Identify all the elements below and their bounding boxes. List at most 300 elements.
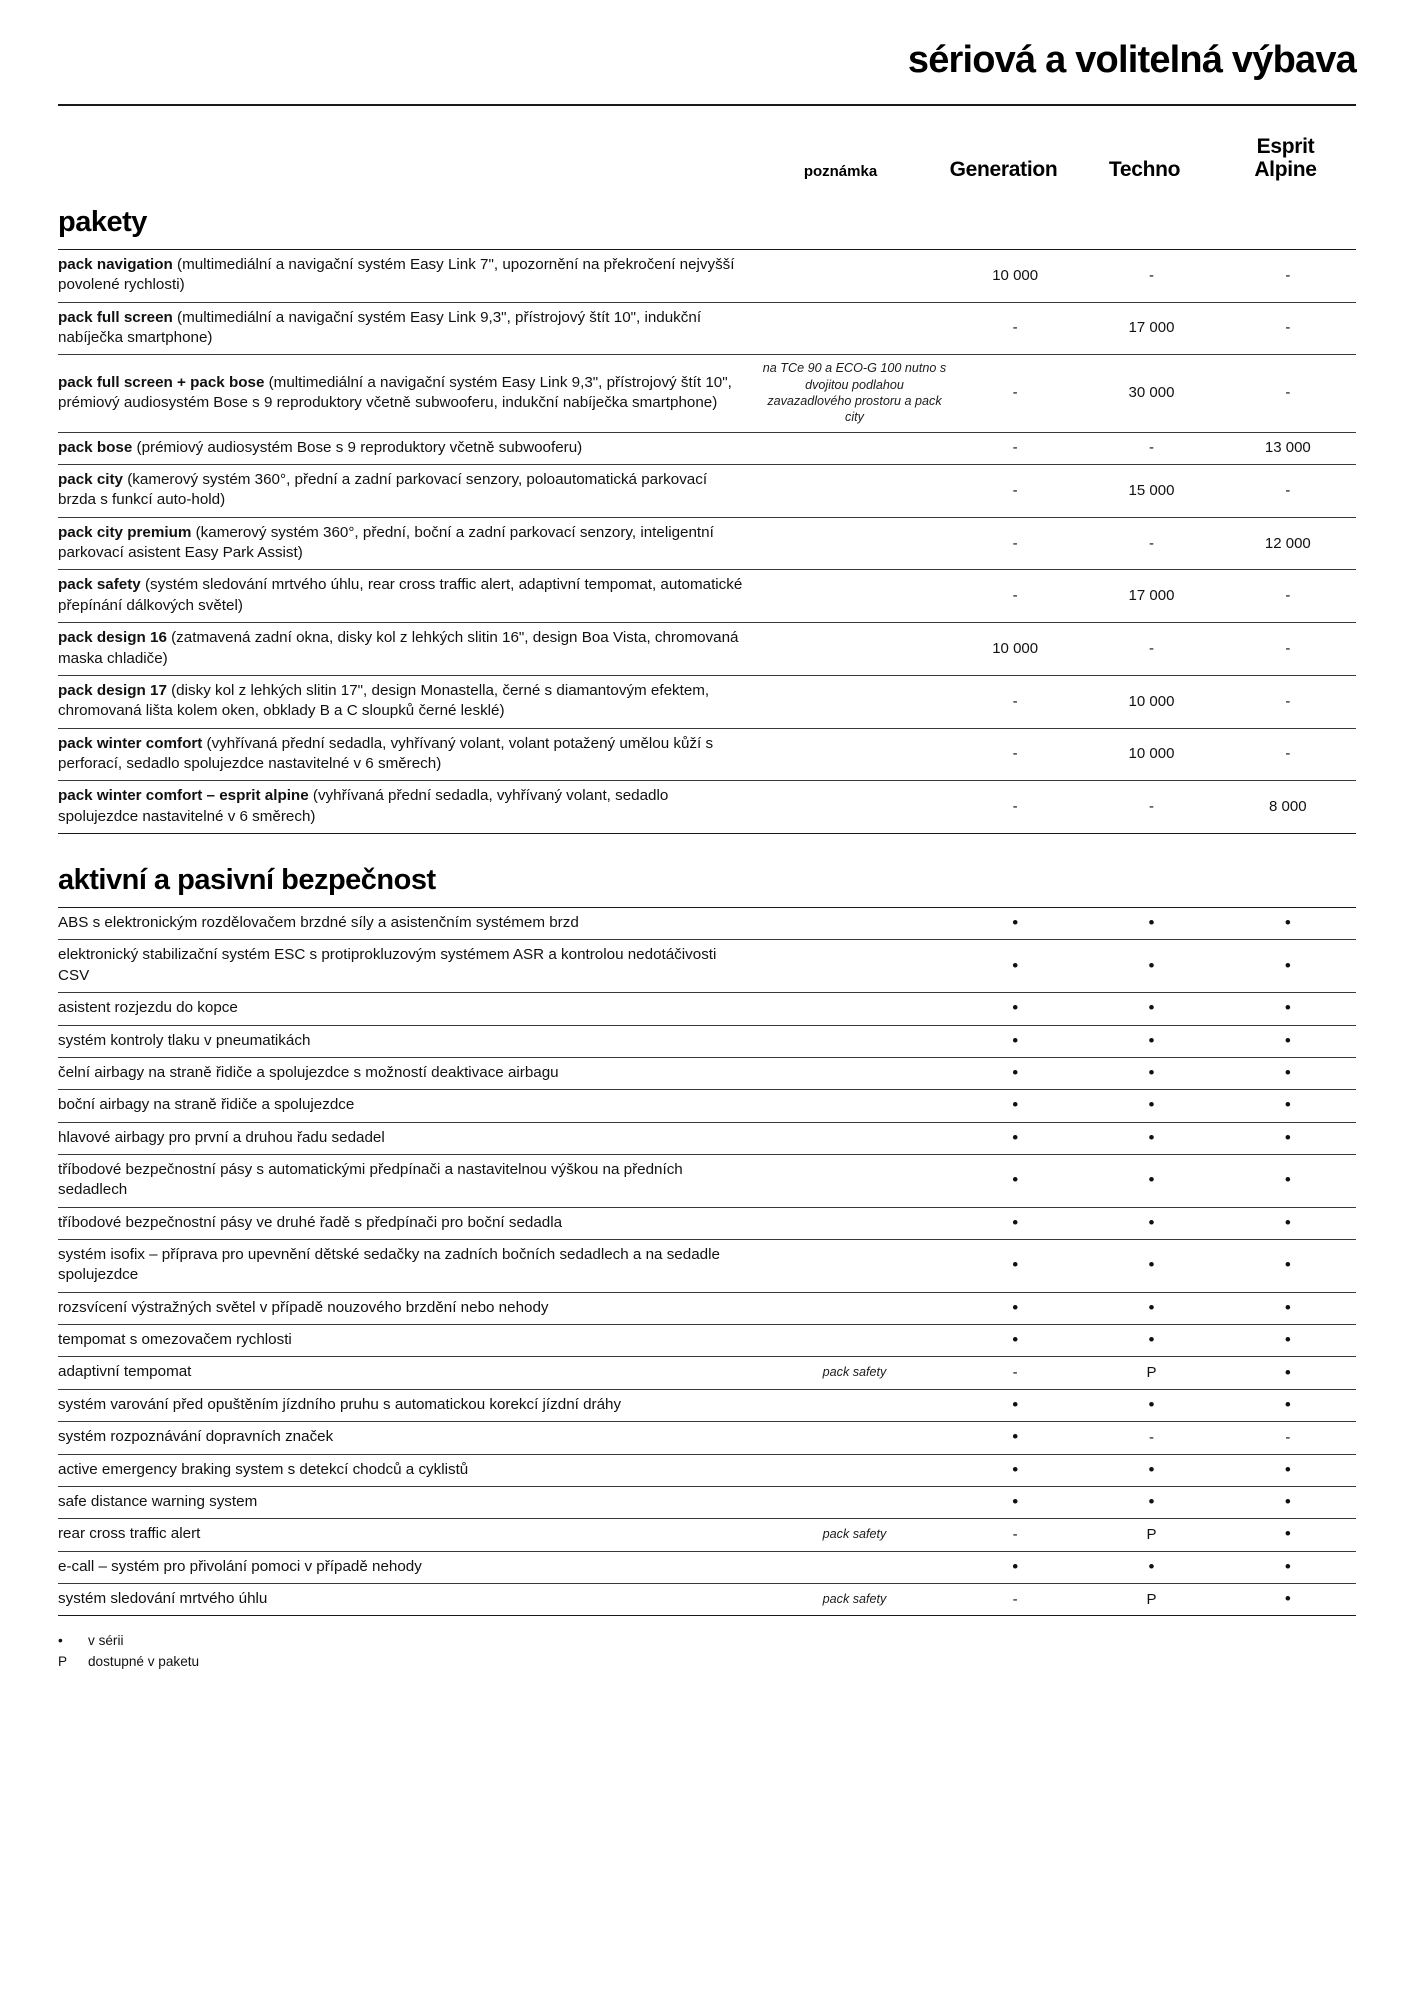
value-text: 10 000 — [1128, 692, 1175, 710]
standard-dot-icon: • — [1012, 1212, 1019, 1232]
standard-dot-icon: • — [1012, 1394, 1019, 1414]
row-value-generation — [947, 432, 1083, 464]
row-name: pack winter comfort — [58, 734, 203, 752]
row-name: pack safety — [58, 576, 141, 594]
row-value-generation — [947, 993, 1083, 1025]
row-value-techno — [1083, 1207, 1219, 1239]
standard-dot-icon: • — [1148, 1330, 1155, 1350]
standard-dot-icon: • — [1012, 1127, 1019, 1147]
row-value-esprit-alpine — [1220, 1583, 1356, 1615]
value-text: - — [1012, 534, 1018, 552]
row-value-techno — [1083, 1389, 1219, 1421]
value-text: P — [1146, 1525, 1157, 1543]
standard-dot-icon: • — [1012, 1556, 1019, 1576]
row-value-esprit-alpine — [1220, 1486, 1356, 1518]
row-value-esprit-alpine — [1220, 908, 1356, 940]
value-text: - — [1012, 692, 1018, 710]
row-value-esprit-alpine — [1220, 1240, 1356, 1293]
table-row — [58, 1057, 1356, 1089]
row-value-generation — [947, 1325, 1083, 1357]
legend-key: • — [58, 1633, 63, 1649]
legend-value: v sérii — [88, 1633, 124, 1649]
row-name: pack city — [58, 471, 124, 489]
table-row — [58, 1486, 1356, 1518]
value-text: - — [1285, 587, 1291, 605]
row-note — [762, 728, 947, 781]
value-text: 10 000 — [992, 266, 1039, 284]
standard-dot-icon: • — [1012, 1170, 1019, 1190]
value-text: - — [1285, 640, 1291, 658]
standard-dot-icon: • — [1284, 1362, 1291, 1382]
row-note — [762, 1389, 947, 1421]
row-value-generation — [947, 517, 1083, 570]
standard-dot-icon: • — [1012, 1030, 1019, 1050]
table-row — [58, 781, 1356, 834]
column-header-esprit-alpine — [1215, 135, 1356, 184]
row-value-generation — [947, 940, 1083, 993]
row-value-techno — [1083, 1519, 1219, 1551]
row-description: safe distance warning system — [58, 1492, 258, 1510]
row-value-esprit-alpine — [1220, 781, 1356, 834]
row-description: systém kontroly tlaku v pneumatikách — [58, 1031, 311, 1049]
row-value-generation — [947, 1357, 1083, 1389]
value-text: - — [1012, 798, 1018, 816]
row-value-generation — [947, 908, 1083, 940]
row-value-esprit-alpine — [1220, 355, 1356, 432]
row-name: pack full screen + pack bose — [58, 373, 265, 391]
row-value-esprit-alpine — [1220, 432, 1356, 464]
table-row — [58, 623, 1356, 676]
row-value-techno — [1083, 1090, 1219, 1122]
row-value-generation — [947, 1292, 1083, 1324]
standard-dot-icon: • — [1148, 955, 1155, 975]
standard-dot-icon: • — [1148, 1394, 1155, 1414]
row-description: pack navigation (multimediální a navigační systém Easy Link 7", upozornění na překročení nejvyšší povolené rychlosti) — [58, 255, 735, 294]
value-text: - — [1012, 745, 1018, 763]
value-text: - — [1012, 481, 1018, 499]
row-value-generation — [947, 1154, 1083, 1207]
standard-dot-icon: • — [1148, 1030, 1155, 1050]
value-text: 8 000 — [1269, 798, 1307, 816]
row-value-techno — [1083, 249, 1219, 302]
row-value-generation — [947, 1422, 1083, 1454]
row-value-esprit-alpine — [1220, 675, 1356, 728]
row-value-esprit-alpine — [1220, 302, 1356, 355]
row-value-esprit-alpine — [1220, 1551, 1356, 1583]
value-text: - — [1285, 384, 1291, 402]
row-name: pack city premium — [58, 523, 192, 541]
column-header-techno: Techno — [1108, 158, 1181, 182]
row-note — [762, 781, 947, 834]
row-value-esprit-alpine — [1220, 1154, 1356, 1207]
row-description: asistent rozjezdu do kopce — [58, 999, 238, 1017]
row-description: pack full screen + pack bose (multimediální a navigační systém Easy Link 9,3", přístrojový štít 10", prémiový audiosystém Bose s 9 reproduktory včetně subwooferu, indukční nabíječka smartphone) — [58, 373, 732, 411]
row-value-generation — [947, 1057, 1083, 1089]
row-description: systém sledování mrtvého úhlu — [58, 1589, 268, 1607]
table-row — [58, 908, 1356, 940]
standard-dot-icon: • — [1148, 1170, 1155, 1190]
row-description: pack winter comfort – esprit alpine (vyhřívaná přední sedadla, vyhřívaný volant, sedadlo spolujezdce nastavitelné v 6 směrech) — [58, 787, 669, 825]
standard-dot-icon: • — [1284, 1556, 1291, 1576]
value-text: - — [1285, 319, 1291, 337]
row-value-generation — [947, 1240, 1083, 1293]
row-note — [762, 249, 947, 302]
row-name: pack winter comfort – esprit alpine — [58, 787, 309, 805]
row-value-techno — [1083, 1240, 1219, 1293]
table-row — [58, 302, 1356, 355]
row-value-techno — [1083, 1122, 1219, 1154]
row-note — [762, 1240, 947, 1293]
row-note — [762, 1122, 947, 1154]
standard-dot-icon: • — [1012, 1255, 1019, 1275]
row-value-generation — [947, 465, 1083, 518]
value-text: 17 000 — [1128, 319, 1175, 337]
legend-item — [58, 1651, 1356, 1672]
standard-dot-icon: • — [1012, 1459, 1019, 1479]
spec-table — [58, 249, 1356, 834]
row-value-techno — [1083, 993, 1219, 1025]
table-row — [58, 1122, 1356, 1154]
value-text: 10 000 — [992, 640, 1039, 658]
row-note — [762, 302, 947, 355]
value-text: - — [1012, 1525, 1018, 1543]
row-description: boční airbagy na straně řidiče a spolujezdce — [58, 1096, 355, 1114]
row-note — [762, 517, 947, 570]
row-value-techno — [1083, 570, 1219, 623]
section-title: aktivní a pasivní bezpečnost — [58, 864, 436, 897]
row-name: pack full screen — [58, 308, 173, 326]
row-value-techno — [1083, 432, 1219, 464]
section-title: pakety — [58, 205, 147, 238]
row-description: ABS s elektronickým rozdělovačem brzdné síly a asistenčním systémem brzd — [58, 914, 579, 932]
row-description: pack safety (systém sledování mrtvého úhlu, rear cross traffic alert, adaptivní tempomat, automatické přepínání dálkových světel) — [58, 576, 743, 614]
row-value-generation — [947, 1583, 1083, 1615]
table-row — [58, 1090, 1356, 1122]
table-row — [58, 993, 1356, 1025]
standard-dot-icon: • — [1012, 1297, 1019, 1317]
row-description: pack full screen (multimediální a navigační systém Easy Link 9,3", přístrojový štít 10", indukční nabíječka smartphone) — [58, 308, 702, 346]
row-description: pack winter comfort (vyhřívaná přední sedadla, vyhřívaný volant, volant potažený umělou kůží s perforací, sedadlo spolujezdce nastavitelné v 6 směrech) — [58, 734, 714, 772]
table-row — [58, 1583, 1356, 1615]
table-row — [58, 1154, 1356, 1207]
row-value-esprit-alpine — [1220, 1207, 1356, 1239]
table-row — [58, 1325, 1356, 1357]
table-row — [58, 517, 1356, 570]
row-note — [762, 1551, 947, 1583]
value-text: - — [1148, 1428, 1154, 1446]
row-value-techno — [1083, 781, 1219, 834]
standard-dot-icon: • — [1148, 1095, 1155, 1115]
spec-table — [58, 907, 1356, 1616]
row-value-esprit-alpine — [1220, 1454, 1356, 1486]
row-value-techno — [1083, 1292, 1219, 1324]
row-value-esprit-alpine — [1220, 1025, 1356, 1057]
table-row — [58, 1454, 1356, 1486]
row-description: pack bose (prémiový audiosystém Bose s 9 reproduktory včetně subwooferu) — [58, 438, 583, 456]
value-text: - — [1285, 692, 1291, 710]
standard-dot-icon: • — [1012, 998, 1019, 1018]
value-text: - — [1285, 481, 1291, 499]
value-text: - — [1285, 745, 1291, 763]
row-note — [762, 1207, 947, 1239]
standard-dot-icon: • — [1012, 1095, 1019, 1115]
row-value-esprit-alpine — [1220, 249, 1356, 302]
standard-dot-icon: • — [1284, 1063, 1291, 1083]
standard-dot-icon: • — [1284, 955, 1291, 975]
row-description: systém isofix – příprava pro upevnění dětské sedačky na zadních bočních sedadlech a na sedadle spolujezdce — [58, 1246, 720, 1284]
row-value-techno — [1083, 728, 1219, 781]
legend — [58, 1630, 1356, 1672]
table-row — [58, 1025, 1356, 1057]
row-name: pack navigation — [58, 255, 173, 273]
row-value-techno — [1083, 517, 1219, 570]
row-value-generation — [947, 675, 1083, 728]
row-note — [762, 1325, 947, 1357]
page-header — [58, 0, 1356, 106]
standard-dot-icon: • — [1148, 1556, 1155, 1576]
table-row — [58, 570, 1356, 623]
row-value-esprit-alpine — [1220, 1122, 1356, 1154]
row-name: pack design 16 — [58, 629, 167, 647]
standard-dot-icon: • — [1148, 1492, 1155, 1512]
row-value-techno — [1083, 1025, 1219, 1057]
row-value-techno — [1083, 1583, 1219, 1615]
row-value-techno — [1083, 1486, 1219, 1518]
row-note — [762, 1025, 947, 1057]
value-text: - — [1148, 534, 1154, 552]
value-text: - — [1148, 640, 1154, 658]
row-note — [762, 570, 947, 623]
standard-dot-icon: • — [1284, 1170, 1291, 1190]
row-note — [762, 1154, 947, 1207]
row-value-generation — [947, 1454, 1083, 1486]
table-row — [58, 355, 1356, 432]
value-text: - — [1012, 319, 1018, 337]
value-text: 12 000 — [1264, 534, 1311, 552]
row-note — [762, 1422, 947, 1454]
row-note — [762, 675, 947, 728]
row-value-esprit-alpine — [1220, 1057, 1356, 1089]
row-value-esprit-alpine — [1220, 728, 1356, 781]
row-note — [762, 1292, 947, 1324]
row-value-techno — [1083, 1357, 1219, 1389]
value-text: 13 000 — [1264, 439, 1311, 457]
row-note — [762, 908, 947, 940]
column-header-row — [58, 106, 1356, 184]
table-row — [58, 1551, 1356, 1583]
row-description: pack city premium (kamerový systém 360°, přední, boční a zadní parkovací senzory, inteligentní parkovací asistent Easy Park Assist) — [58, 523, 714, 562]
row-description: rear cross traffic alert — [58, 1525, 201, 1543]
row-description: hlavové airbagy pro první a druhou řadu sedadel — [58, 1128, 385, 1146]
row-value-esprit-alpine — [1220, 940, 1356, 993]
row-value-generation — [947, 1207, 1083, 1239]
standard-dot-icon: • — [1284, 1212, 1291, 1232]
row-description: adaptivní tempomat — [58, 1363, 192, 1381]
row-value-esprit-alpine — [1220, 1389, 1356, 1421]
row-note — [762, 993, 947, 1025]
row-value-generation — [947, 728, 1083, 781]
row-value-techno — [1083, 675, 1219, 728]
row-value-esprit-alpine — [1220, 570, 1356, 623]
standard-dot-icon: • — [1148, 1255, 1155, 1275]
row-value-generation — [947, 1551, 1083, 1583]
standard-dot-icon: • — [1284, 998, 1291, 1018]
row-description: pack city (kamerový systém 360°, přední a zadní parkovací senzory, poloautomatická parkovací brzda s funkcí auto-hold) — [58, 471, 708, 509]
row-value-esprit-alpine — [1220, 1292, 1356, 1324]
row-value-techno — [1083, 1325, 1219, 1357]
standard-dot-icon: • — [1284, 1589, 1291, 1609]
standard-dot-icon: • — [1284, 913, 1291, 933]
value-text: - — [1012, 1364, 1018, 1382]
row-description: systém varování před opuštěním jízdního pruhu s automatickou korekcí jízdní dráhy — [58, 1395, 622, 1413]
table-row — [58, 249, 1356, 302]
column-header-note: poznámka — [803, 162, 878, 180]
value-text: - — [1148, 798, 1154, 816]
row-description: elektronický stabilizační systém ESC s protiprokluzovým systémem ASR a kontrolou nedotáčivosti CSV — [58, 946, 717, 984]
row-value-esprit-alpine — [1220, 517, 1356, 570]
table-row — [58, 728, 1356, 781]
standard-dot-icon: • — [1284, 1394, 1291, 1414]
row-value-esprit-alpine — [1220, 623, 1356, 676]
value-text: P — [1146, 1364, 1157, 1382]
standard-dot-icon: • — [1284, 1297, 1291, 1317]
table-row — [58, 1422, 1356, 1454]
row-value-generation — [947, 781, 1083, 834]
row-value-techno — [1083, 940, 1219, 993]
row-description: tempomat s omezovačem rychlosti — [58, 1331, 292, 1349]
row-value-techno — [1083, 623, 1219, 676]
row-value-generation — [947, 1025, 1083, 1057]
table-row — [58, 940, 1356, 993]
table-row — [58, 465, 1356, 518]
row-note — [762, 623, 947, 676]
table-row — [58, 675, 1356, 728]
value-text: - — [1012, 587, 1018, 605]
value-text: 17 000 — [1128, 587, 1175, 605]
row-note — [762, 1486, 947, 1518]
row-value-esprit-alpine — [1220, 1090, 1356, 1122]
row-description: systém rozpoznávání dopravních značek — [58, 1428, 334, 1446]
row-value-generation — [947, 302, 1083, 355]
row-description: active emergency braking system s detekcí chodců a cyklistů — [58, 1460, 469, 1478]
row-description: rozsvícení výstražných světel v případě nouzového brzdění nebo nehody — [58, 1298, 549, 1316]
table-row — [58, 1292, 1356, 1324]
row-description: tříbodové bezpečnostní pásy s automatickými předpínači a nastavitelnou výškou na předních sedadlech — [58, 1160, 683, 1199]
standard-dot-icon: • — [1284, 1255, 1291, 1275]
table-row — [58, 1519, 1356, 1551]
value-text: - — [1012, 384, 1018, 402]
standard-dot-icon: • — [1012, 1330, 1019, 1350]
row-value-techno — [1083, 1057, 1219, 1089]
row-value-generation — [947, 1486, 1083, 1518]
row-value-generation — [947, 1519, 1083, 1551]
value-text: - — [1012, 439, 1018, 457]
row-note — [762, 432, 947, 464]
row-note — [762, 1090, 947, 1122]
row-value-techno — [1083, 908, 1219, 940]
row-description: čelní airbagy na straně řidiče a spolujezdce s možností deaktivace airbagu — [58, 1063, 559, 1081]
legend-key: P — [58, 1654, 68, 1670]
standard-dot-icon: • — [1148, 1127, 1155, 1147]
standard-dot-icon: • — [1148, 1297, 1155, 1317]
row-note: na TCe 90 a ECO-G 100 nutno s dvojitou podlahou zavazadlového prostoru a pack city — [762, 361, 947, 425]
standard-dot-icon: • — [1012, 913, 1019, 933]
value-text: - — [1148, 266, 1154, 284]
legend-value: dostupné v paketu — [88, 1654, 200, 1670]
row-description: e-call – systém pro přivolání pomoci v případě nehody — [58, 1557, 422, 1575]
row-value-esprit-alpine — [1220, 465, 1356, 518]
row-value-techno — [1083, 302, 1219, 355]
row-value-esprit-alpine — [1220, 1357, 1356, 1389]
standard-dot-icon: • — [1148, 1212, 1155, 1232]
table-row — [58, 432, 1356, 464]
value-text: - — [1012, 1590, 1018, 1608]
column-header-generation: Generation — [949, 158, 1058, 182]
esprit-alpine-line-2: Alpine — [1254, 158, 1317, 182]
row-value-techno — [1083, 1454, 1219, 1486]
row-name: pack design 17 — [58, 681, 167, 699]
value-text: 10 000 — [1128, 745, 1175, 763]
row-value-generation — [947, 1389, 1083, 1421]
row-value-generation — [947, 1122, 1083, 1154]
row-description: pack design 16 (zatmavená zadní okna, disky kol z lehkých slitin 16", design Boa Vista, chromovaná maska chladiče) — [58, 629, 739, 667]
standard-dot-icon: • — [1012, 955, 1019, 975]
row-value-techno — [1083, 1422, 1219, 1454]
row-value-techno — [1083, 355, 1219, 432]
row-value-esprit-alpine — [1220, 1325, 1356, 1357]
standard-dot-icon: • — [1148, 998, 1155, 1018]
row-note: pack safety — [822, 1591, 887, 1606]
standard-dot-icon: • — [1284, 1492, 1291, 1512]
value-text: 30 000 — [1128, 384, 1175, 402]
sections-container — [58, 206, 1356, 1617]
row-description: pack design 17 (disky kol z lehkých slitin 17", design Monastella, černé s diamantovým efektem, chromovaná lišta kolem oken, obklady B a C sloupků černé lesklé) — [58, 681, 710, 720]
value-text: - — [1285, 266, 1291, 284]
row-value-generation — [947, 623, 1083, 676]
value-text: - — [1148, 439, 1154, 457]
row-value-generation — [947, 249, 1083, 302]
standard-dot-icon: • — [1148, 1063, 1155, 1083]
row-name: pack bose — [58, 438, 133, 456]
row-value-esprit-alpine — [1220, 1519, 1356, 1551]
legend-item — [58, 1630, 1356, 1651]
standard-dot-icon: • — [1148, 913, 1155, 933]
row-value-techno — [1083, 1154, 1219, 1207]
table-row — [58, 1240, 1356, 1293]
row-value-esprit-alpine — [1220, 1422, 1356, 1454]
row-value-esprit-alpine — [1220, 993, 1356, 1025]
standard-dot-icon: • — [1284, 1030, 1291, 1050]
standard-dot-icon: • — [1012, 1492, 1019, 1512]
standard-dot-icon: • — [1012, 1063, 1019, 1083]
row-note — [762, 1057, 947, 1089]
row-description: tříbodové bezpečnostní pásy ve druhé řadě s předpínači pro boční sedadla — [58, 1213, 563, 1231]
standard-dot-icon: • — [1284, 1459, 1291, 1479]
page-title: sériová a volitelná výbava — [907, 39, 1356, 81]
row-note — [762, 465, 947, 518]
row-note: pack safety — [822, 1527, 887, 1542]
value-text: 15 000 — [1128, 481, 1175, 499]
row-note: pack safety — [822, 1365, 887, 1380]
table-row — [58, 1389, 1356, 1421]
standard-dot-icon: • — [1284, 1330, 1291, 1350]
table-row — [58, 1357, 1356, 1389]
row-value-generation — [947, 355, 1083, 432]
standard-dot-icon: • — [1148, 1459, 1155, 1479]
standard-dot-icon: • — [1284, 1095, 1291, 1115]
row-value-generation — [947, 570, 1083, 623]
row-value-generation — [947, 1090, 1083, 1122]
